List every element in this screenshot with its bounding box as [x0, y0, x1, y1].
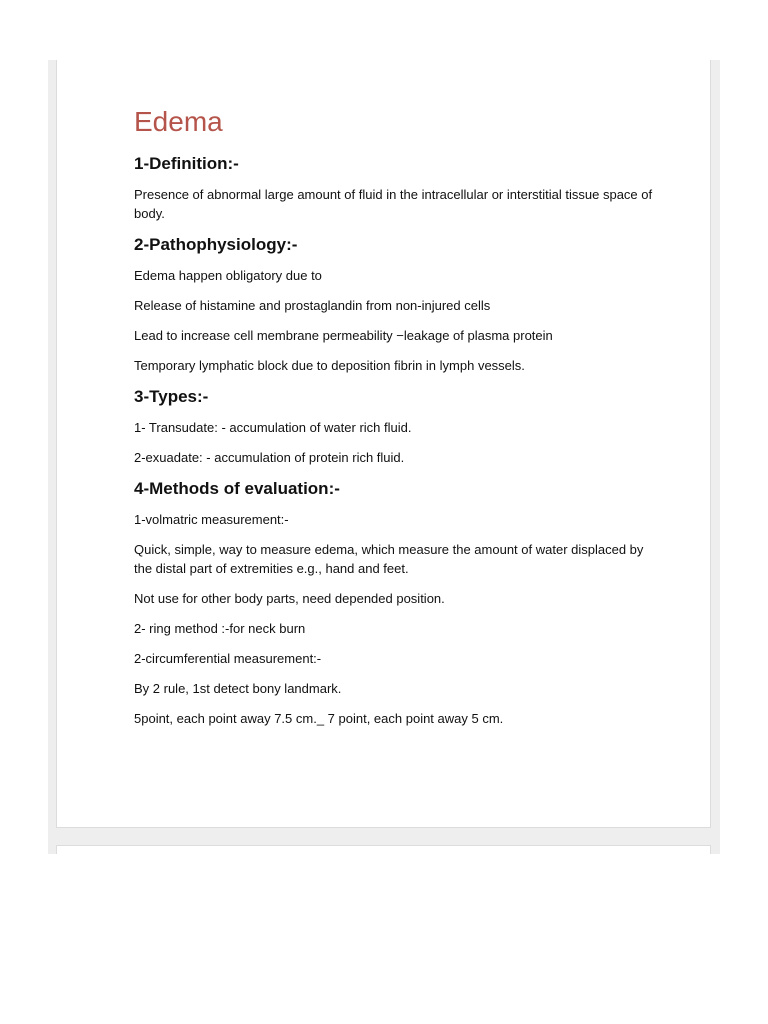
section-heading: 1-Definition:-	[134, 154, 239, 173]
paragraph: Presence of abnormal large amount of fluid in the intracellular or interstitial tissue space of body.	[134, 187, 653, 221]
section-methods-of-evaluation	[134, 478, 654, 728]
paragraph: Lead to increase cell membrane permeability −leakage of plasma protein	[134, 328, 553, 343]
paragraph: 2-circumferential measurement:-	[134, 651, 322, 666]
next-document-page	[56, 845, 711, 854]
document-title: Edema	[134, 106, 223, 137]
section-definition	[134, 153, 654, 223]
paragraph: 1- Transudate: - accumulation of water rich fluid.	[134, 420, 412, 435]
page-content	[134, 104, 654, 739]
paragraph: 5point, each point away 7.5 cm._ 7 point, each point away 5 cm.	[134, 711, 504, 726]
section-heading: 2-Pathophysiology:-	[134, 235, 298, 254]
paragraph: 2-exuadate: - accumulation of protein rich fluid.	[134, 450, 405, 465]
paragraph: 2- ring method :-for neck burn	[134, 621, 306, 636]
paragraph: 1-volmatric measurement:-	[134, 512, 289, 527]
paragraph: Edema happen obligatory due to	[134, 268, 322, 283]
paragraph: Quick, simple, way to measure edema, which measure the amount of water displaced by the distal part of extremities e.g., hand and feet.	[134, 542, 644, 576]
section-heading: 3-Types:-	[134, 387, 209, 406]
paragraph: Temporary lymphatic block due to deposition fibrin in lymph vessels.	[134, 358, 525, 373]
paragraph: By 2 rule, 1st detect bony landmark.	[134, 681, 342, 696]
section-types	[134, 386, 654, 467]
paragraph: Release of histamine and prostaglandin from non-injured cells	[134, 298, 491, 313]
section-pathophysiology	[134, 234, 654, 375]
section-heading: 4-Methods of evaluation:-	[134, 479, 340, 498]
paragraph: Not use for other body parts, need depended position.	[134, 591, 445, 606]
